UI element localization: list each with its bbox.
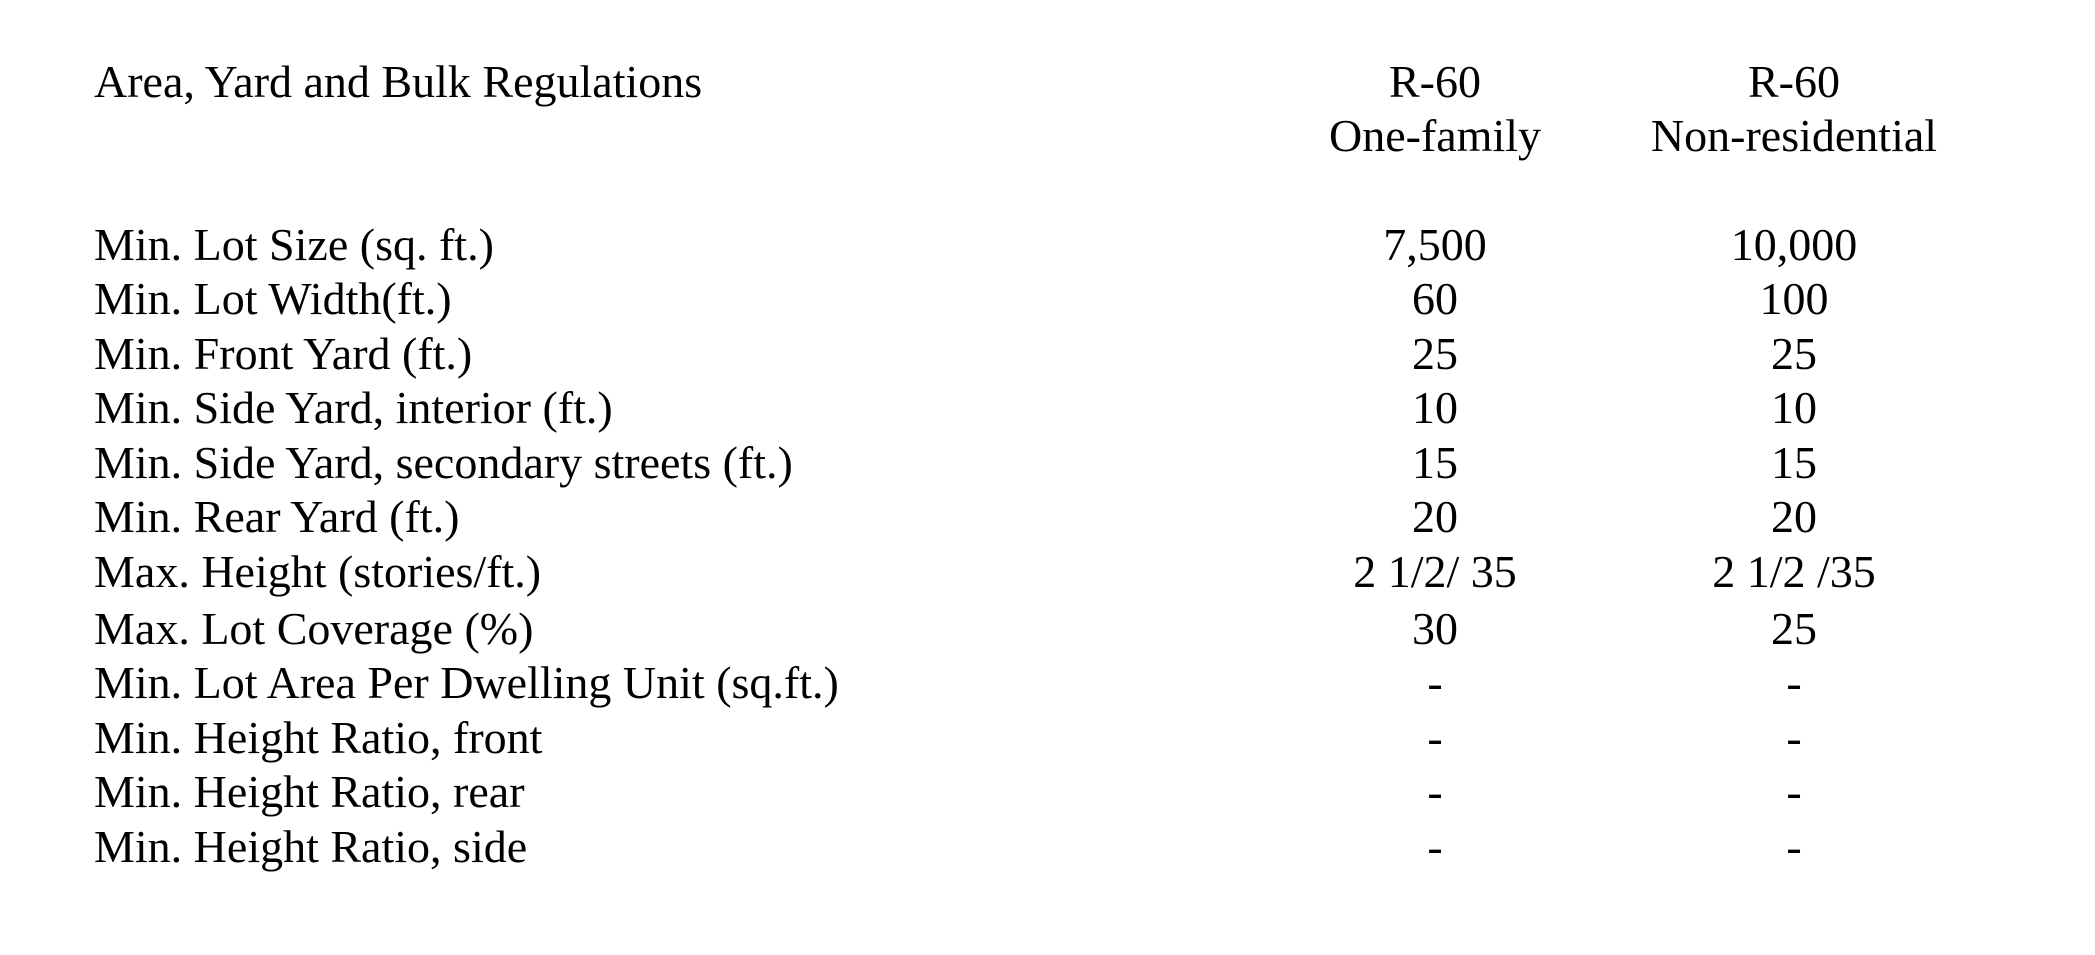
row-value-one-family: 60: [1412, 273, 1458, 324]
row-value-non-residential: 10: [1771, 382, 1817, 433]
row-value-one-family: 20: [1412, 491, 1458, 542]
row-value-non-residential: 25: [1771, 328, 1817, 379]
row-value-one-family: 30: [1412, 603, 1458, 654]
row-value-non-residential: 100: [1759, 273, 1829, 324]
column-header-use-non-residential: Non-residential: [1650, 110, 1938, 161]
row-value-non-residential: -: [1786, 821, 1802, 872]
row-value-one-family: -: [1427, 821, 1443, 872]
row-label: Min. Rear Yard (ft.): [94, 491, 460, 542]
row-value-one-family: 25: [1412, 328, 1458, 379]
row-label: Min. Lot Size (sq. ft.): [94, 219, 494, 270]
row-value-non-residential: 10,000: [1730, 219, 1858, 270]
row-value-non-residential: 20: [1771, 491, 1817, 542]
row-value-one-family: 15: [1412, 437, 1458, 488]
row-value-non-residential: 2 1/2 /35: [1712, 546, 1876, 597]
row-value-non-residential: -: [1786, 766, 1802, 817]
row-label: Min. Lot Width(ft.): [94, 273, 452, 324]
row-value-one-family: -: [1427, 712, 1443, 763]
column-header-district-one-family: R-60: [1389, 56, 1481, 107]
row-label: Min. Height Ratio, side: [94, 821, 528, 872]
row-value-one-family: 2 1/2/ 35: [1353, 546, 1517, 597]
row-label: Min. Front Yard (ft.): [94, 328, 473, 379]
column-header-district-non-residential: R-60: [1748, 56, 1840, 107]
row-value-one-family: 10: [1412, 382, 1458, 433]
row-value-non-residential: -: [1786, 657, 1802, 708]
table-title: Area, Yard and Bulk Regulations: [94, 56, 703, 107]
row-label: Max. Lot Coverage (%): [94, 603, 534, 654]
row-value-one-family: -: [1427, 657, 1443, 708]
row-label: Min. Side Yard, interior (ft.): [94, 382, 613, 433]
row-value-non-residential: -: [1786, 712, 1802, 763]
row-label: Min. Height Ratio, rear: [94, 766, 525, 817]
row-value-non-residential: 25: [1771, 603, 1817, 654]
row-value-non-residential: 15: [1771, 437, 1817, 488]
row-label: Min. Lot Area Per Dwelling Unit (sq.ft.): [94, 657, 839, 708]
column-header-use-one-family: One-family: [1328, 110, 1542, 161]
row-label: Min. Side Yard, secondary streets (ft.): [94, 437, 793, 488]
row-value-one-family: -: [1427, 766, 1443, 817]
row-label: Max. Height (stories/ft.): [94, 546, 542, 597]
row-value-one-family: 7,500: [1383, 219, 1487, 270]
row-label: Min. Height Ratio, front: [94, 712, 543, 763]
